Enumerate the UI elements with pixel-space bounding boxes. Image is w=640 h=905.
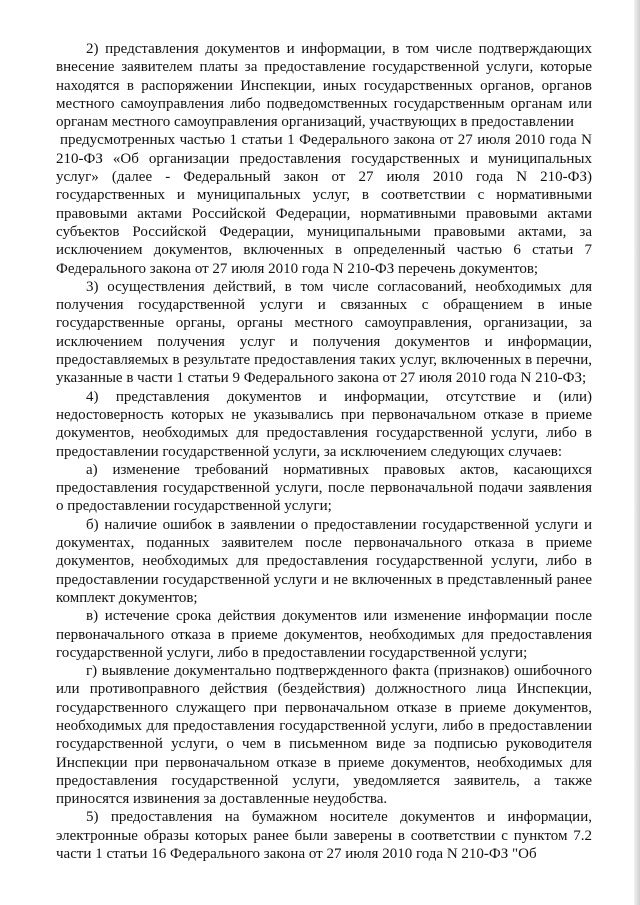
paragraph-item-3: 3) осуществления действий, в том числе согласований, необходимых для получения государственной услуги и связанных с обращением в иные государственные органы, органы местного самоуправления, организации, за исключением получения услуг и получения документов и информации, предоставляемых в результате предоставления таких услуг, включенных в перечни, указанные в части 1 статьи 9 Федерального закона от 27 июля 2010 года N 210-ФЗ;: [56, 278, 592, 387]
paragraph-item-2-continued: предусмотренных частью 1 статьи 1 Федерального закона от 27 июля 2010 года N 210-ФЗ «Об организации предоставления государственных и муниципальных услуг» (далее - Федеральный закон от 27 июля 2010 года N 210-ФЗ) государственных и муниципальных услуг, в соответствии с нормативными правовыми актами Российской Федерации, нормативными правовыми актами субъектов Российской Федерации, муниципальными правовыми актами, за исключением документов, включенных в определенный частью 6 статьи 7 Федерального закона от 27 июля 2010 года N 210-ФЗ перечень документов;: [56, 132, 592, 277]
paragraph-item-5: 5) предоставления на бумажном носителе документов и информации, электронные образы которых ранее были заверены в соответствии с пунктом 7.2 части 1 статьи 16 Федерального закона от 27 июля 2010 года N 210-ФЗ "Об: [56, 809, 592, 863]
document-body: [56, 40, 592, 863]
paragraph-subitem-a: а) изменение требований нормативных правовых актов, касающихся предоставления государственной услуги, после первоначальной подачи заявления о предоставлении государственной услуги;: [56, 461, 592, 515]
paragraph-item-2: 2) представления документов и информации, в том числе подтверждающих внесение заявителем платы за предоставление государственной услуги, которые находятся в распоряжении Инспекции, иных государственных органов, органов местного самоуправления либо подведомственных государственным органам или органам местного самоуправления организаций, участвующих в предоставлении: [56, 41, 592, 131]
paragraph-subitem-b: б) наличие ошибок в заявлении о предоставлении государственной услуги и документах, поданных заявителем после первоначального отказа в приеме документов, необходимых для предоставления государственной услуги, либо в предоставлении государственной услуги и не включенных в представленный ранее комплект документов;: [56, 516, 592, 606]
paragraph-subitem-v: в) истечение срока действия документов или изменение информации после первоначального отказа в приеме документов, необходимых для предоставления государственной услуги, либо в предоставлении государственной услуги;: [56, 608, 592, 661]
paragraph-item-4: 4) представления документов и информации, отсутствие и (или) недостоверность которых не указывались при первоначальном отказе в приеме документов, необходимых для предоставления государственной услуги, либо в предоставлении государственной услуги, за исключением следующих случаев:: [56, 388, 592, 460]
scan-edge-shadow: [634, 0, 640, 905]
paragraph-subitem-g: г) выявление документально подтвержденного факта (признаков) ошибочного или противоправного действия (бездействия) должностного лица Инспекции, государственного служащего при первоначальном отказе в приеме документов, необходимых для предоставления государственной услуги, либо в предоставлении государственной услуги, о чем в письменном виде за подписью руководителя Инспекции при первоначальном отказе в приеме документов, необходимых для предоставления государственной услуги, уведомляется заявитель, а также приносятся извинения за доставленные неудобства.: [56, 663, 592, 808]
